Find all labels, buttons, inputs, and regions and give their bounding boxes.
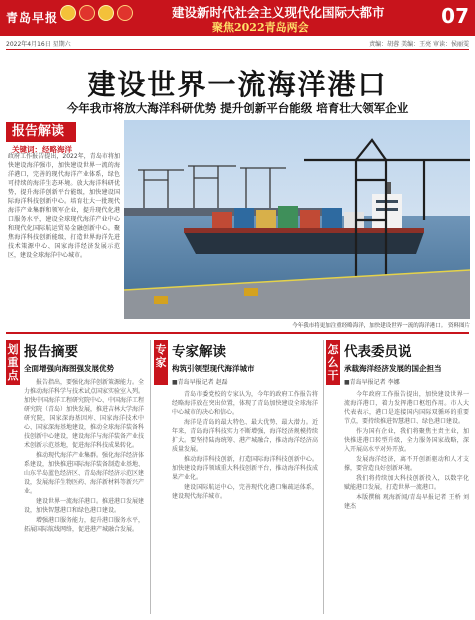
- emblem-icon: [98, 5, 114, 21]
- kicker-label: 报告解读: [6, 122, 76, 142]
- column-delegate-voices: [344, 340, 469, 512]
- page-subheadline: 今年我市将放大海洋科研优势 提升创新平台能级 培育壮大领军企业: [66, 101, 409, 115]
- col1-ribbon: 划重点: [6, 340, 20, 385]
- section-subtitle: 聚焦2022青岛两会: [212, 21, 309, 34]
- section-divider: [6, 332, 469, 334]
- masthead-band: [0, 0, 475, 36]
- port-photo-illustration: [124, 120, 470, 319]
- column-body: [172, 390, 318, 501]
- column-subtitle: 构筑引领型现代海洋城市: [172, 364, 255, 373]
- column-separator: [150, 340, 151, 614]
- newspaper-logo: 青岛早报: [6, 11, 59, 25]
- emblem-icon: [117, 5, 133, 21]
- port-photo: [124, 120, 470, 319]
- page-headline: 建设世界一流海洋港口: [87, 68, 388, 101]
- column-paragraph: 建设世界一流海洋港口。推进港口发展建设，加快智慧港口和绿色港口建设。: [24, 498, 145, 514]
- column-title: 代表委员说: [344, 344, 412, 360]
- emblem-icon: [79, 5, 95, 21]
- col3-ribbon: 怎么干: [326, 340, 340, 385]
- col2-ribbon: 专家: [154, 340, 168, 385]
- column-title: 专家解读: [172, 344, 226, 360]
- emblem-row: [60, 5, 133, 21]
- column-paragraph: 发展海洋经济，离不开创新驱动和人才支撑，要营造良好创新环境。: [344, 456, 469, 472]
- page-number: 07: [441, 4, 469, 28]
- column-paragraph: 我们将持续加大科技创新投入，以数字化赋能港口发展，打造世界一流港口。: [344, 475, 469, 491]
- column-paragraph: 推动海洋科技创新，打造国际海洋科技创新中心。加快建设海洋领域重大科技创新平台，推动海洋科技成果产业化。: [172, 456, 318, 481]
- kicker-keyword: 关键词：经略海洋: [12, 145, 72, 154]
- column-paragraph: 青岛市委党校的专家认为，今年的政府工作报告将经略海洋放在突出位置，体现了青岛加快建设全球海洋中心城市的决心和信心。: [172, 391, 318, 416]
- top-rule: [6, 49, 469, 50]
- column-paragraph: 作为国有企业，我们将聚焦主责主业，加快推进港口转型升级，全力服务国家战略，深入开展高水平对外开放。: [344, 428, 469, 453]
- dateline: [6, 39, 469, 49]
- column-report-summary: [24, 340, 144, 535]
- lead-paragraph: 政府工作报告提出，2022年，青岛市将加快建设海洋强市，加快建设世界一流的海洋港口，完善的现代海洋产业体系，绿色可持续的海洋生态环境。放大海洋科研优势，提升海洋创新平台能级，加快建设国际海洋科技创新中心。培育壮大一批现代海洋产业集群和领军企业，提升现代化港口服务水平，建设全球现代海洋产业中心和现代化国际航运贸易金融创新中心。聚焦海洋科技创新能级，打造世界海洋先进技术策源中心、国家海洋经济发展示范区，建设全球海洋中心城市。: [8, 153, 120, 259]
- column-byline: ■青岛早报记者 李娜: [344, 379, 400, 386]
- column-paragraph: 报告指出，要强化海洋创新策源能力。全力推动海洋科学与技术试点国家实验室入列。加快中国海洋工程研究院中心、中国海洋工程研究院（青岛）加快发展，推进吉林大学海洋研究院，国家深海基因库、国家海洋技术中心、国家深海基地建设，推动全球海洋装备科技创新中心建设，建设海洋与海洋装备产业技术创新示范基地，促进海洋科技成果转化。: [24, 379, 145, 449]
- column-paragraph: 推动现代海洋产业集群。强化海洋经济体系建设，加快推进国际海洋装备制造业基地、山东半岛蓝色经济区、青岛海洋经济示范区建设，发展海洋生物医药、海洋新材料等新兴产业。: [24, 452, 145, 495]
- issue-date: 2022年4月16日 星期六: [6, 41, 71, 48]
- column-paragraph: 今年政府工作报告提出，加快建设世界一流海洋港口，着力发挥港口枢纽作用。市人大代表表示，港口是连接国内国际双循环的重要节点，要持续推进智慧港口、绿色港口建设。: [344, 391, 469, 425]
- column-signature: 本版撰稿 观海新闻/青岛早报记者 王桥 刘建杰: [344, 494, 469, 510]
- column-subtitle: 全面增强向海图强发展优势: [24, 364, 114, 373]
- photo-caption: 今年我市将更加注重经略海洋，加快建设世界一流的海洋港口。 资料图片: [292, 323, 470, 329]
- column-paragraph: 增强港口服务能力，提升港口服务水平，拓展国际航线网络，促进港产城融合发展。: [24, 517, 145, 533]
- column-body: [24, 378, 144, 534]
- editor-credits: 责编：胡蓉 美编：王亮 审读：侯丽雯: [369, 41, 469, 48]
- column-paragraph: 建设国际航运中心，完善现代化港口集疏运体系，建设现代海洋城市。: [172, 484, 318, 500]
- column-expert-view: [172, 340, 318, 502]
- column-separator: [323, 340, 324, 614]
- column-byline: ■青岛早报记者 赵磊: [172, 379, 228, 386]
- column-title: 报告摘要: [24, 344, 78, 360]
- column-paragraph: 海洋是青岛的最大特色、最大优势、最大潜力。近年来，青岛海洋科技实力不断增强，海洋经济规模持续扩大。要坚持陆海统筹、港产城融合，推动海洋经济高质量发展。: [172, 419, 318, 453]
- emblem-icon: [60, 5, 76, 21]
- column-body: [344, 390, 469, 511]
- section-title: 建设新时代社会主义现代化国际大都市: [172, 5, 385, 20]
- column-subtitle: 承载海洋经济发展的国企担当: [344, 364, 442, 373]
